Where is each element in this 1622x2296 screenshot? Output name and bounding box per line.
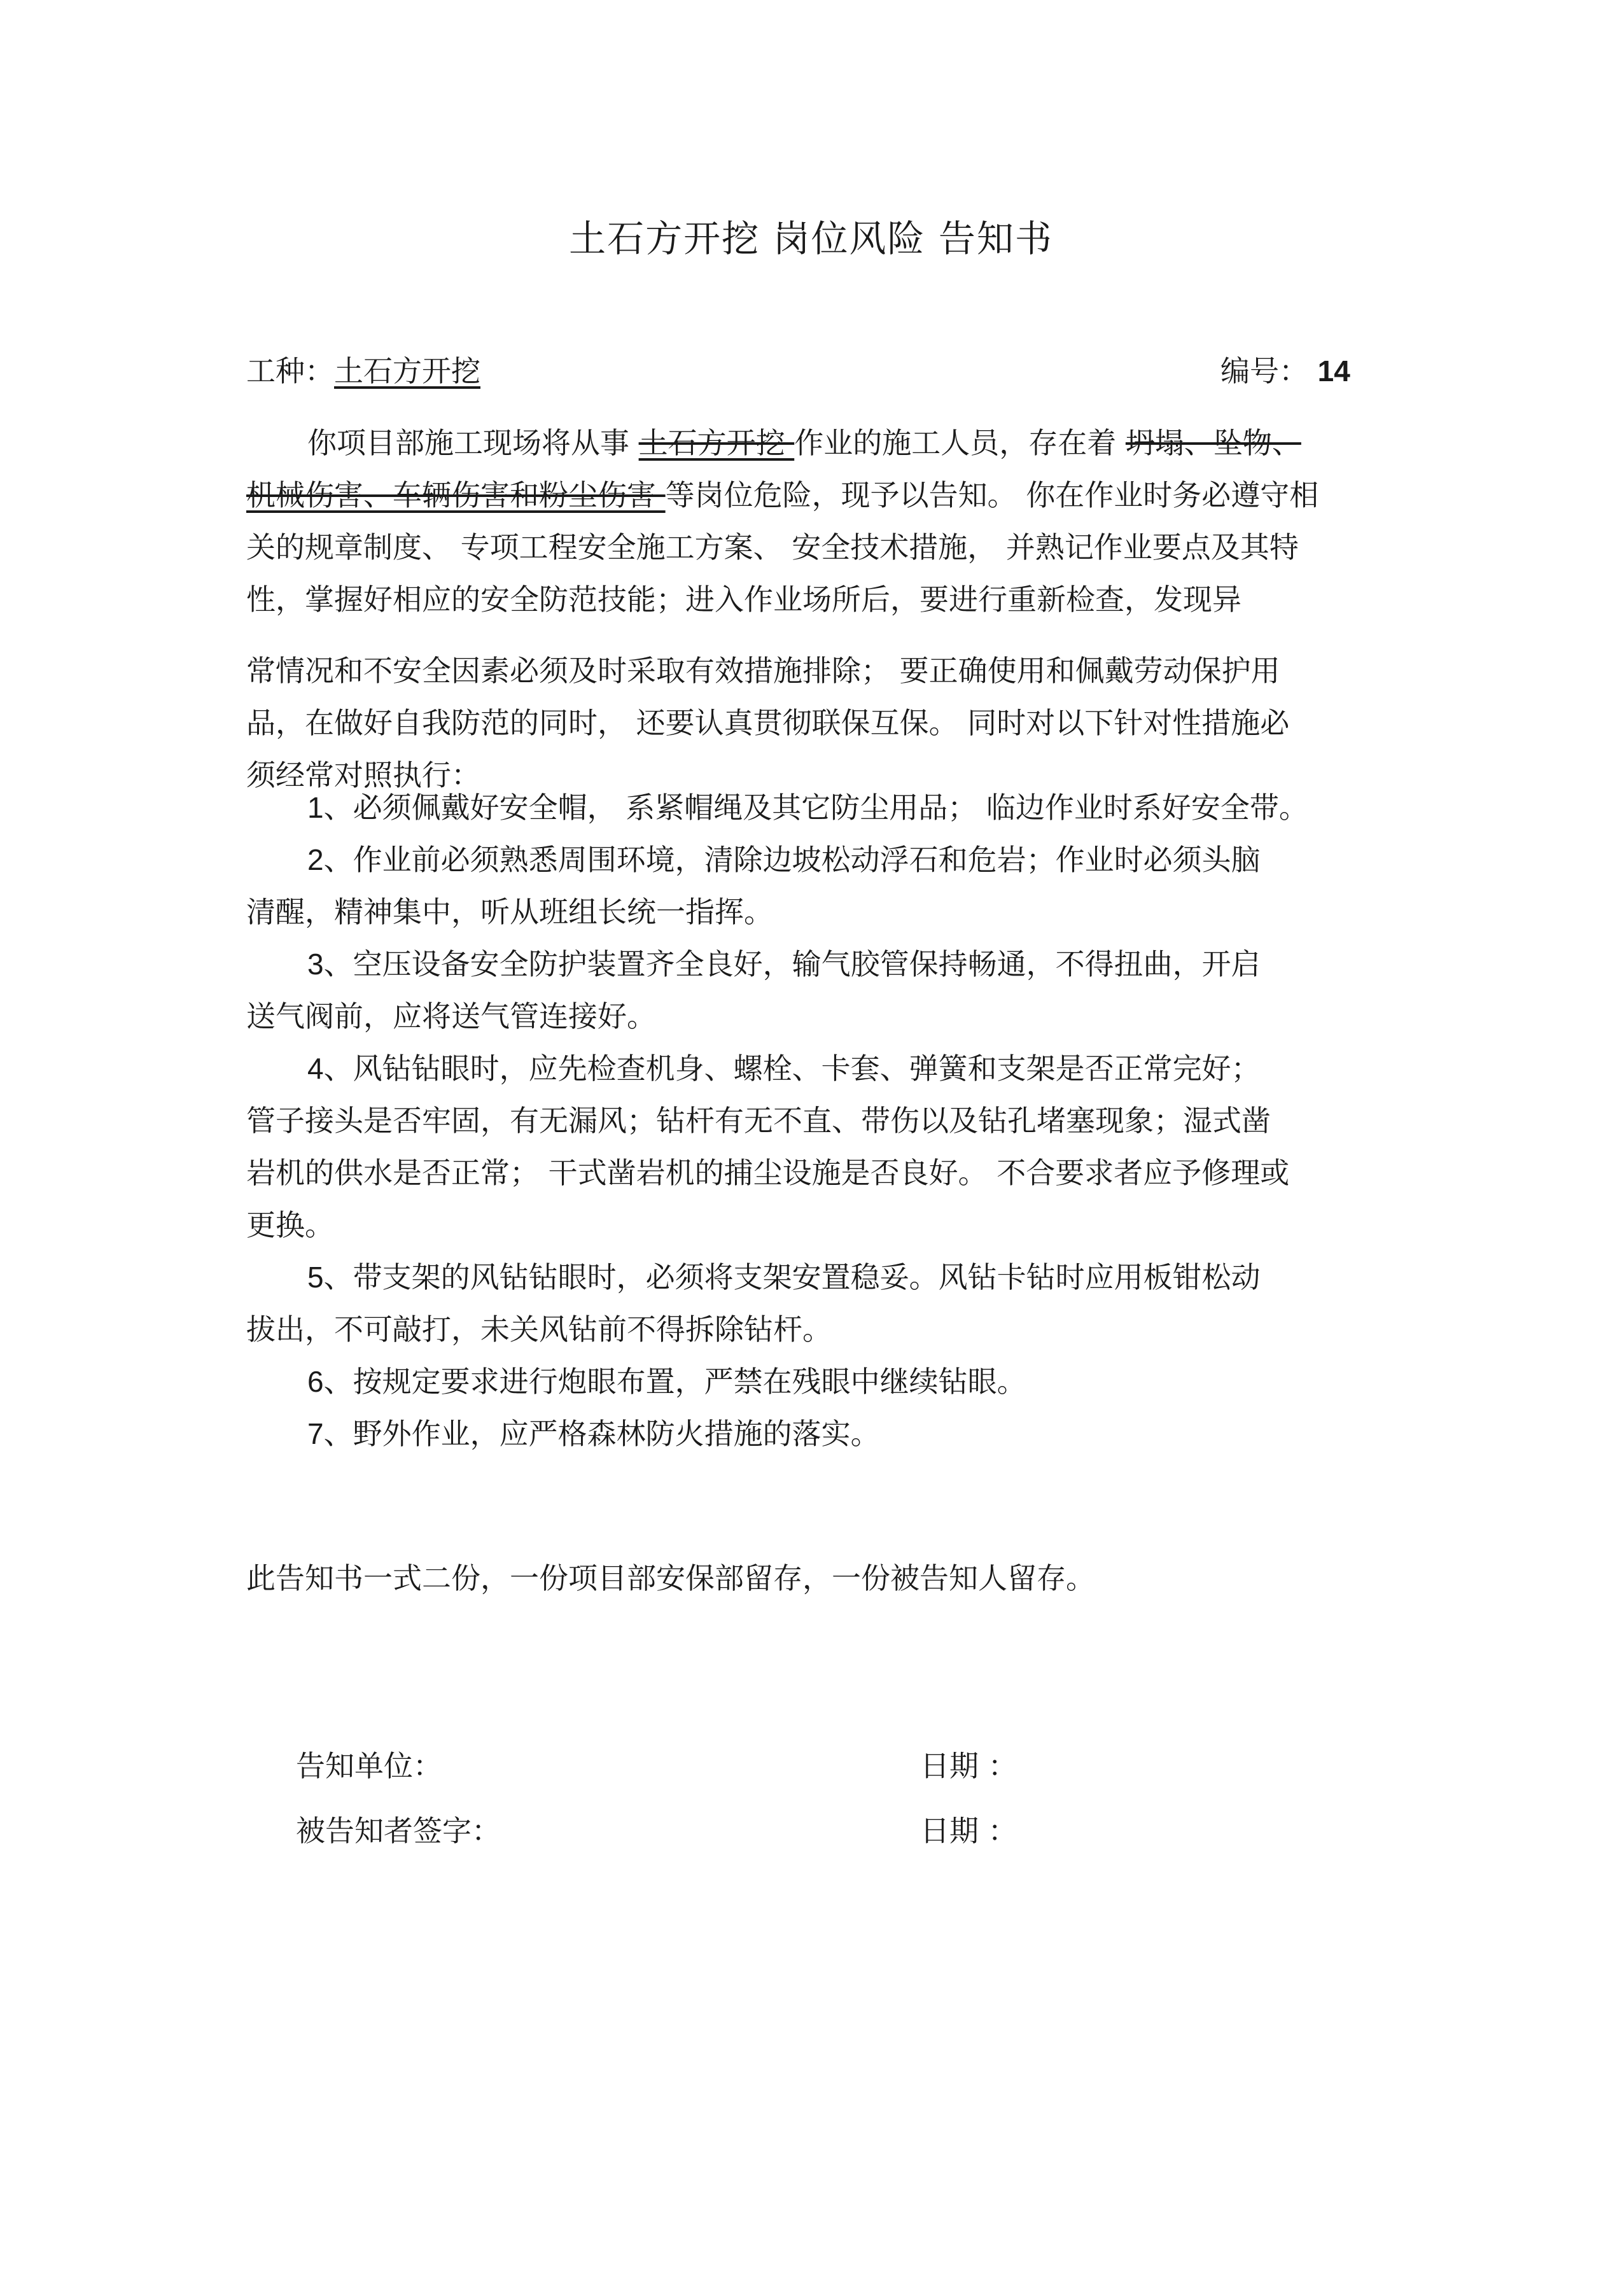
measure-number: 3	[307, 948, 324, 981]
measure-item	[246, 1408, 1385, 1460]
doc-number-value: 14	[1317, 354, 1350, 388]
measure-text: 更换。	[246, 1208, 334, 1242]
measure-text: 、野外作业，应严格森林防火措施的落实。	[323, 1417, 880, 1451]
measure-text: 管子接头是否牢固，有无漏风；钻杆有无不直、带伤以及钻孔堵塞现象；湿式凿	[246, 1103, 1271, 1138]
intro-paragraph	[246, 417, 1385, 801]
job-type-inline: 土石方开挖	[638, 426, 795, 460]
measure-line	[246, 1303, 1385, 1355]
signee-label: 被告知者签字：	[296, 1814, 501, 1848]
date-label-unit: 日期 ：	[920, 1749, 1017, 1783]
intro-line-7: 须经常对照执行：	[246, 758, 480, 792]
measure-text: 、风钻钻眼时，应先检查机身、螺栓、卡套、弹簧和支架是否正常完好；	[323, 1051, 1261, 1086]
measure-line	[246, 1355, 1385, 1408]
measure-text: 岩机的供水是否正常； 干式凿岩机的捕尘设施是否良好。 不合要求者应予修理或	[246, 1156, 1290, 1190]
measure-text: 清醒，精神集中，听从班组长统一指挥。	[246, 895, 773, 929]
measure-text: 送气阀前，应将送气管连接好。	[246, 999, 656, 1033]
measure-number: 6	[307, 1365, 324, 1398]
job-type-label: 工种：	[246, 354, 334, 388]
closing-statement: 此告知书一式二份，一份项目部安保部留存，一份被告知人留存。	[246, 1561, 1095, 1595]
measure-line	[246, 834, 1385, 886]
measure-line	[246, 1042, 1385, 1095]
measure-line	[246, 781, 1385, 834]
measure-text: 、必须佩戴好安全帽， 系紧帽绳及其它防尘用品； 临边作业时系好安全带。	[323, 790, 1308, 825]
measure-number: 5	[307, 1261, 324, 1294]
measure-number: 4	[307, 1052, 324, 1085]
measure-line	[246, 1251, 1385, 1303]
measure-line	[246, 1199, 1385, 1251]
measure-line	[246, 1147, 1385, 1199]
doc-number-row	[1220, 349, 1350, 393]
intro-line-1	[246, 417, 1385, 469]
intro-text: 你项目部施工现场将从事	[307, 426, 639, 460]
intro-text: 作业的施工人员，存在着	[794, 426, 1126, 460]
measure-item	[246, 1251, 1385, 1355]
job-type-value: 土石方开挖	[334, 354, 480, 388]
measure-line	[246, 886, 1385, 938]
notifying-unit-label: 告知单位：	[296, 1749, 442, 1783]
measure-item	[246, 834, 1385, 938]
intro-line-6: 品，在做好自我防范的同时， 还要认真贯彻联保互保。 同时对以下针对性措施必	[246, 706, 1290, 740]
measure-item	[246, 1042, 1385, 1251]
measure-number: 1	[307, 791, 324, 824]
intro-line-3: 关的规章制度、 专项工程安全施工方案、 安全技术措施， 并熟记作业要点及其特	[246, 530, 1299, 564]
measure-item	[246, 781, 1385, 834]
measure-item	[246, 938, 1385, 1042]
measure-text: 、作业前必须熟悉周围环境，清除边坡松动浮石和危岩；作业时必须头脑	[323, 843, 1261, 877]
measure-line	[246, 1095, 1385, 1147]
measure-number: 2	[307, 843, 324, 876]
spacer	[246, 626, 1385, 645]
intro-line-2	[246, 469, 1385, 521]
measure-item	[246, 1355, 1385, 1408]
intro-line-4: 性，掌握好相应的安全防范技能；进入作业场所后，要进行重新检查，发现异	[246, 582, 1241, 617]
measure-text: 、带支架的风钻钻眼时，必须将支架安置稳妥。风钻卡钻时应用板钳松动	[323, 1260, 1261, 1294]
measure-line	[246, 938, 1385, 990]
doc-number-label: 编号：	[1220, 354, 1308, 388]
measure-line	[246, 990, 1385, 1042]
intro-line-5: 常情况和不安全因素必须及时采取有效措施排除； 要正确使用和佩戴劳动保护用	[246, 654, 1280, 688]
measures-list	[246, 781, 1385, 1460]
measure-line	[246, 1408, 1385, 1460]
risk-list-inline: 坍塌、坠物、	[1125, 426, 1301, 460]
measure-text: 、空压设备安全防护装置齐全良好，输气胶管保持畅通，不得扭曲，开启	[323, 947, 1261, 981]
measure-number: 7	[307, 1417, 324, 1450]
page-title: 土石方开挖 岗位风险 告知书	[569, 217, 1053, 260]
date-label-signee: 日期 ：	[920, 1814, 1017, 1848]
measure-text: 拔出，不可敲打，未关风钻前不得拆除钻杆。	[246, 1312, 832, 1347]
measure-text: 、按规定要求进行炮眼布置，严禁在残眼中继续钻眼。	[323, 1364, 1026, 1399]
intro-text: 等岗位危险，现予以告知。 你在作业时务必遵守相	[665, 478, 1319, 512]
risk-list-inline: 机械伤害、车辆伤害和粉尘伤害	[246, 478, 666, 512]
job-type-row	[246, 349, 480, 393]
